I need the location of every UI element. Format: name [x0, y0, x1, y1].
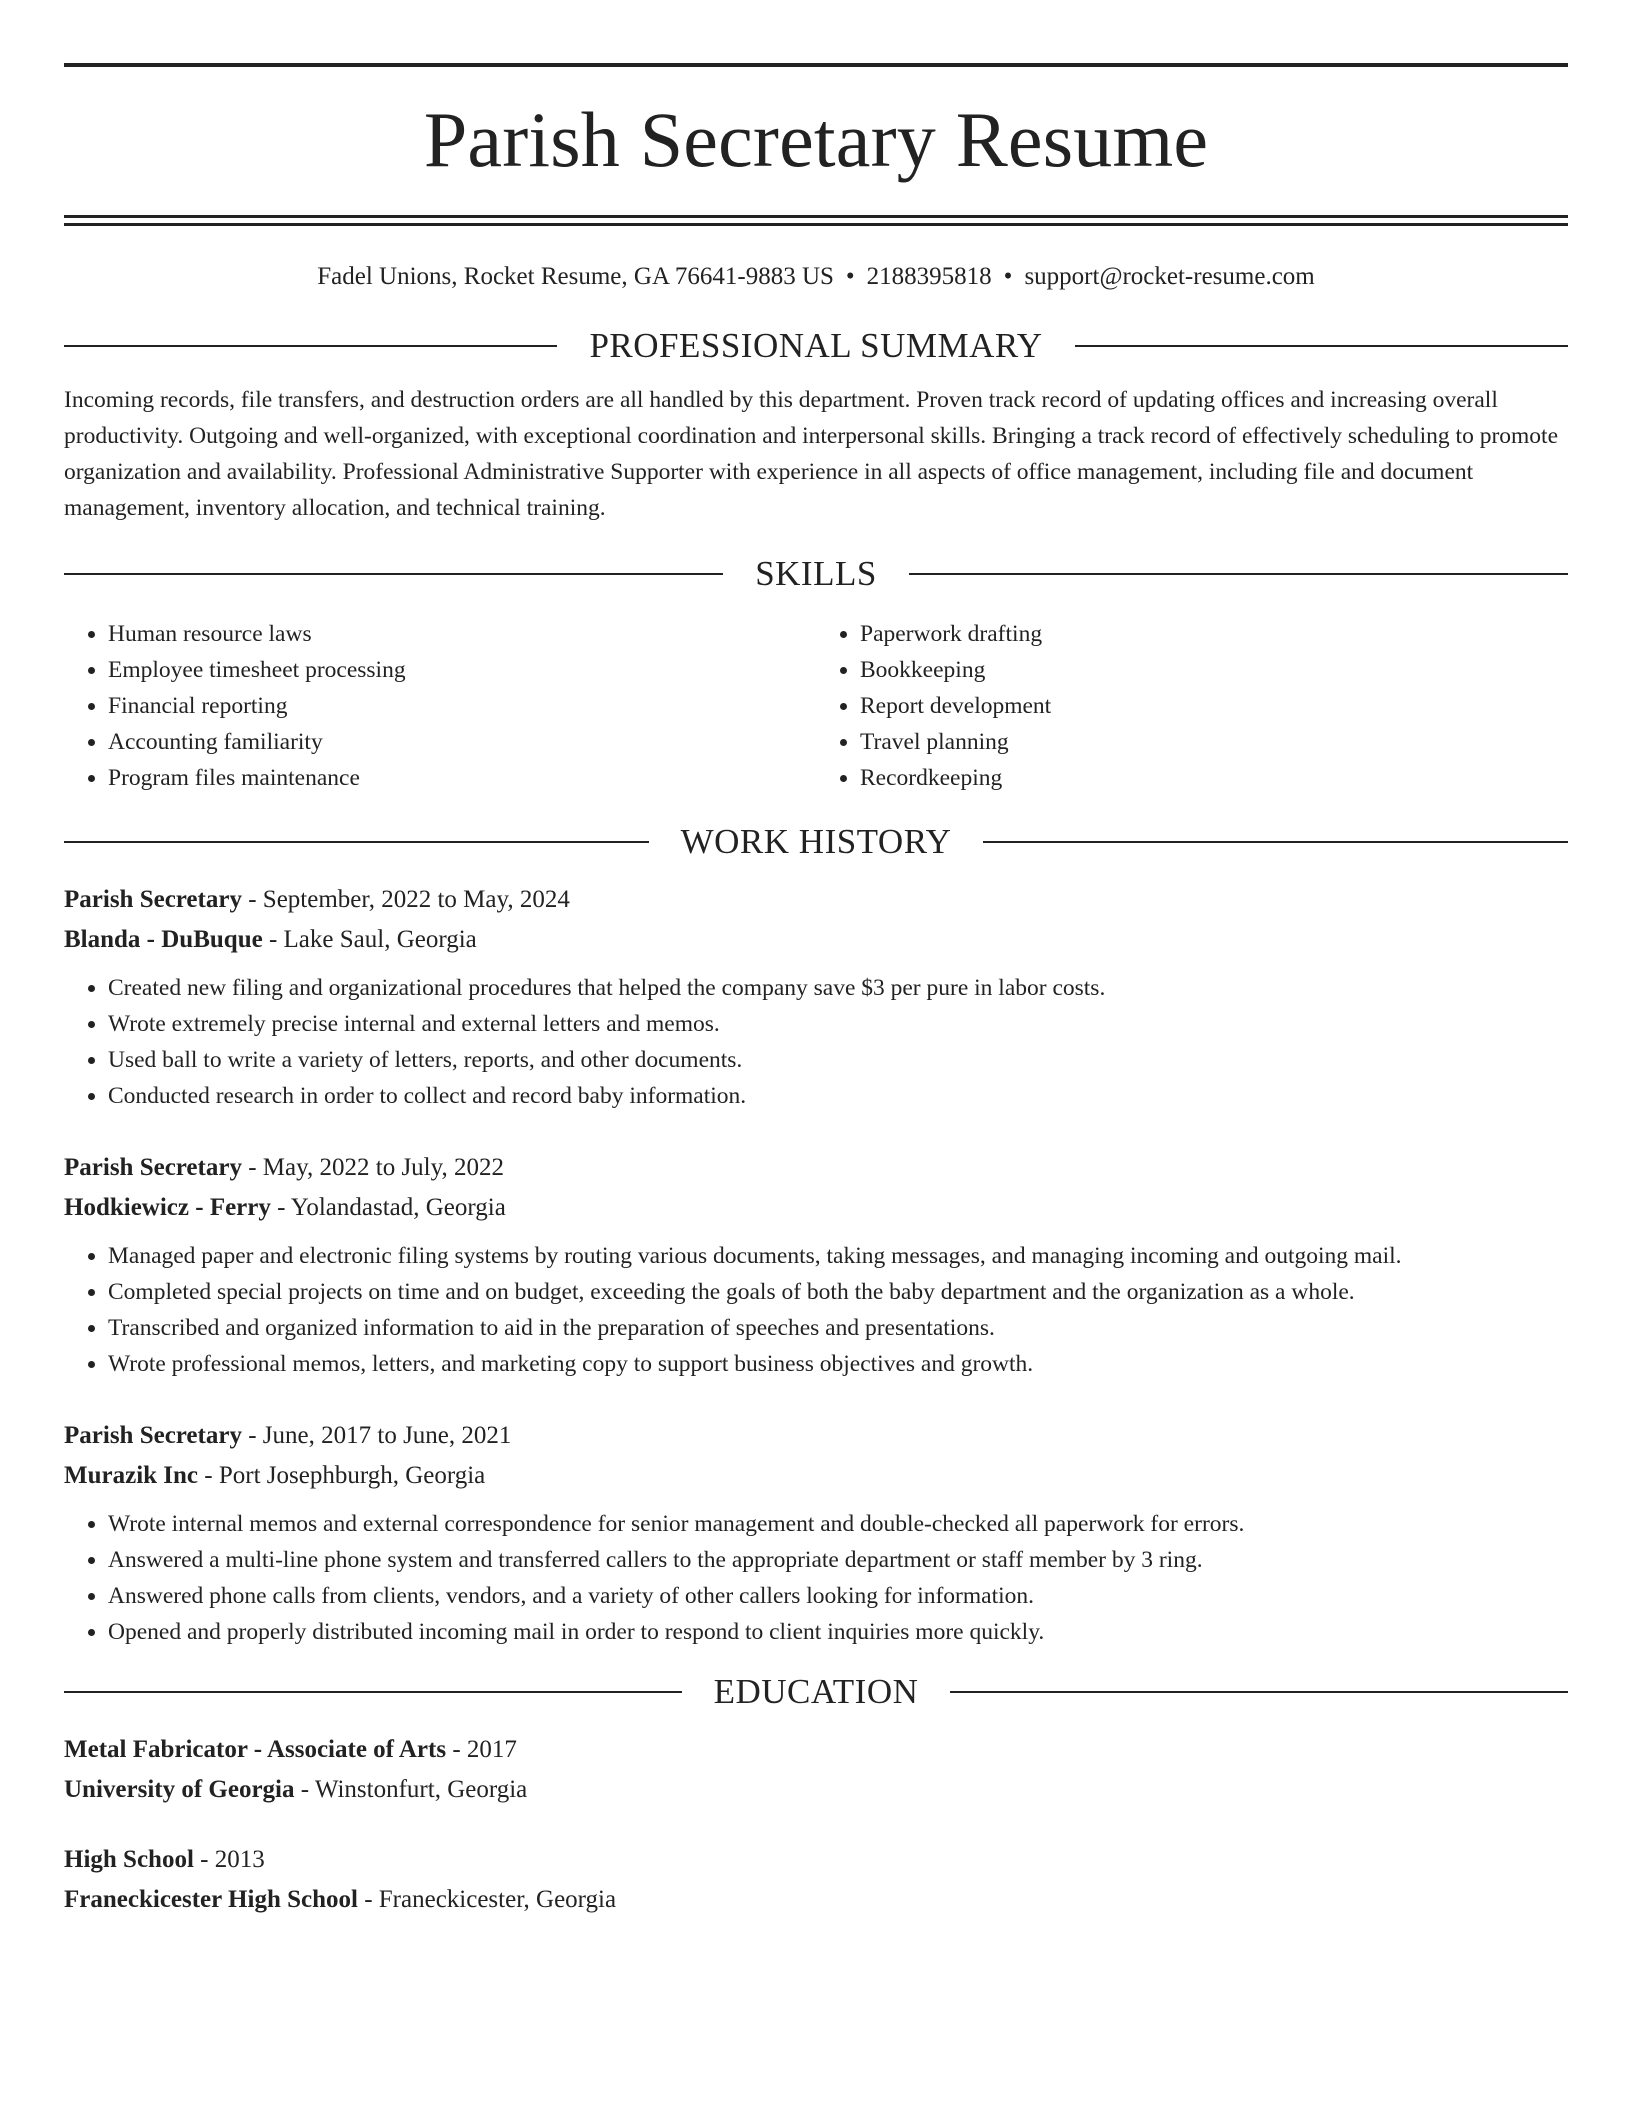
- job-bullet: • Conducted research in order to collect and record baby information.: [108, 1078, 1568, 1114]
- job-bullets: [64, 1506, 1568, 1650]
- job-title-line: [64, 1148, 1568, 1188]
- skill-item: • Paperwork drafting: [860, 616, 1568, 652]
- job-bullet: • Answered a multi-line phone system and transferred callers to the appropriate department or staff member by 3 ring.: [108, 1542, 1568, 1578]
- job-bullet: • Wrote extremely precise internal and external letters and memos.: [108, 1006, 1568, 1042]
- job-bullet: • Answered phone calls from clients, vendors, and a variety of other callers looking for information.: [108, 1578, 1568, 1614]
- job-dates: - June, 2017 to June, 2021: [241, 1422, 512, 1449]
- education-year: - 2013: [193, 1846, 265, 1873]
- education-section-header: [64, 1672, 1568, 1712]
- education-school-line: [64, 1770, 1568, 1810]
- job-dates: - May, 2022 to July, 2022: [241, 1154, 504, 1181]
- education-year: - 2017: [446, 1736, 517, 1763]
- top-rule: [64, 63, 1568, 67]
- education-degree: Metal Fabricator - Associate of Arts: [64, 1736, 447, 1763]
- job-title-line: [64, 1416, 1568, 1456]
- job-bullets: [64, 1238, 1568, 1382]
- contact-phone: 2188395818: [866, 263, 992, 290]
- contact-line: [64, 262, 1568, 292]
- skill-item: • Financial reporting: [108, 688, 816, 724]
- summary-text: Incoming records, file transfers, and destruction orders are all handled by this department. Proven track record of updating offices and increasing overall productivity. Outgoing and well-organized, with exceptional coordination and interpersonal skills. Bringing a track record of effectively scheduling to promote organization and availability. Professional Administrative Supporter with experience in all aspects of office management, including file and document management, inventory allocation, and technical training.: [64, 387, 1559, 521]
- section-title-summary: PROFESSIONAL SUMMARY: [589, 326, 1043, 365]
- job-location: - Lake Saul, Georgia: [262, 926, 477, 953]
- skills-section-header: [64, 554, 1568, 594]
- skill-item: • Accounting familiarity: [108, 724, 816, 760]
- skills-column-left: [64, 616, 816, 796]
- education-degree-line: [64, 1840, 1568, 1880]
- divider-line: [909, 573, 1568, 575]
- summary-section-header: [64, 326, 1568, 366]
- education-location: - Winstonfurt, Georgia: [294, 1776, 528, 1803]
- job-bullet: • Managed paper and electronic filing systems by routing various documents, taking messages, and managing incoming and outgoing mail.: [108, 1238, 1568, 1274]
- job-location: - Yolandastad, Georgia: [270, 1194, 506, 1221]
- work-section-header: [64, 822, 1568, 862]
- skill-item: • Travel planning: [860, 724, 1568, 760]
- job-bullet: • Wrote professional memos, letters, and marketing copy to support business objectives and growth.: [108, 1346, 1568, 1382]
- education-entry: [64, 1730, 1568, 1810]
- job-bullets: [64, 970, 1568, 1114]
- job-company-line: [64, 1456, 1568, 1496]
- skill-item: • Employee timesheet processing: [108, 652, 816, 688]
- divider-line: [64, 1691, 682, 1693]
- job-bullet: • Opened and properly distributed incoming mail in order to respond to client inquiries more quickly.: [108, 1614, 1568, 1650]
- job-bullet: • Used ball to write a variety of letters, reports, and other documents.: [108, 1042, 1568, 1078]
- contact-separator: •: [845, 263, 855, 290]
- job-company-line: [64, 1188, 1568, 1228]
- job-entry: [64, 1148, 1568, 1382]
- education-school: University of Georgia: [64, 1776, 295, 1803]
- skills-column-right: [816, 616, 1568, 796]
- education-degree-line: [64, 1730, 1568, 1770]
- divider-line: [64, 841, 649, 843]
- contact-email: support@rocket-resume.com: [1024, 263, 1315, 290]
- education-degree: High School: [64, 1846, 194, 1873]
- skill-item: • Human resource laws: [108, 616, 816, 652]
- job-company: Murazik Inc: [64, 1462, 199, 1489]
- job-dates: - September, 2022 to May, 2024: [241, 886, 570, 913]
- skills-list: [64, 616, 1568, 796]
- job-entry: [64, 880, 1568, 1114]
- job-entry: [64, 1416, 1568, 1650]
- divider-line: [64, 345, 557, 347]
- job-bullet: • Completed special projects on time and on budget, exceeding the goals of both the baby department and the organization as a whole.: [108, 1274, 1568, 1310]
- page-title: Parish Secretary Resume: [423, 96, 1209, 183]
- job-location: - Port Josephburgh, Georgia: [198, 1462, 486, 1489]
- contact-address: Fadel Unions, Rocket Resume, GA 76641-9883 US: [317, 263, 834, 290]
- divider-line: [1075, 345, 1568, 347]
- job-title: Parish Secretary: [64, 1422, 242, 1449]
- job-bullet: • Wrote internal memos and external correspondence for senior management and double-checked all paperwork for errors.: [108, 1506, 1568, 1542]
- education-school: Franeckicester High School: [64, 1886, 358, 1913]
- job-company: Blanda - DuBuque: [64, 926, 263, 953]
- divider-line: [64, 573, 723, 575]
- job-bullet: • Transcribed and organized information to aid in the preparation of speeches and presentations.: [108, 1310, 1568, 1346]
- job-company-line: [64, 920, 1568, 960]
- section-title-skills: SKILLS: [755, 554, 877, 593]
- job-title-line: [64, 880, 1568, 920]
- skill-item: • Program files maintenance: [108, 760, 816, 796]
- section-title-work: WORK HISTORY: [680, 822, 952, 861]
- job-bullet: • Created new filing and organizational procedures that helped the company save $3 per pure in labor costs.: [108, 970, 1568, 1006]
- job-company: Hodkiewicz - Ferry: [64, 1194, 271, 1221]
- job-title: Parish Secretary: [64, 886, 242, 913]
- education-entry: [64, 1840, 1568, 1920]
- title-double-rule: [64, 215, 1568, 226]
- divider-line: [950, 1691, 1568, 1693]
- skill-item: • Bookkeeping: [860, 652, 1568, 688]
- resume-page: [64, 63, 1568, 1920]
- skill-item: • Recordkeeping: [860, 760, 1568, 796]
- contact-separator: •: [1003, 263, 1013, 290]
- job-title: Parish Secretary: [64, 1154, 242, 1181]
- divider-line: [983, 841, 1568, 843]
- skill-item: • Report development: [860, 688, 1568, 724]
- section-title-education: EDUCATION: [713, 1672, 919, 1711]
- education-location: - Franeckicester, Georgia: [357, 1886, 617, 1913]
- education-school-line: [64, 1880, 1568, 1920]
